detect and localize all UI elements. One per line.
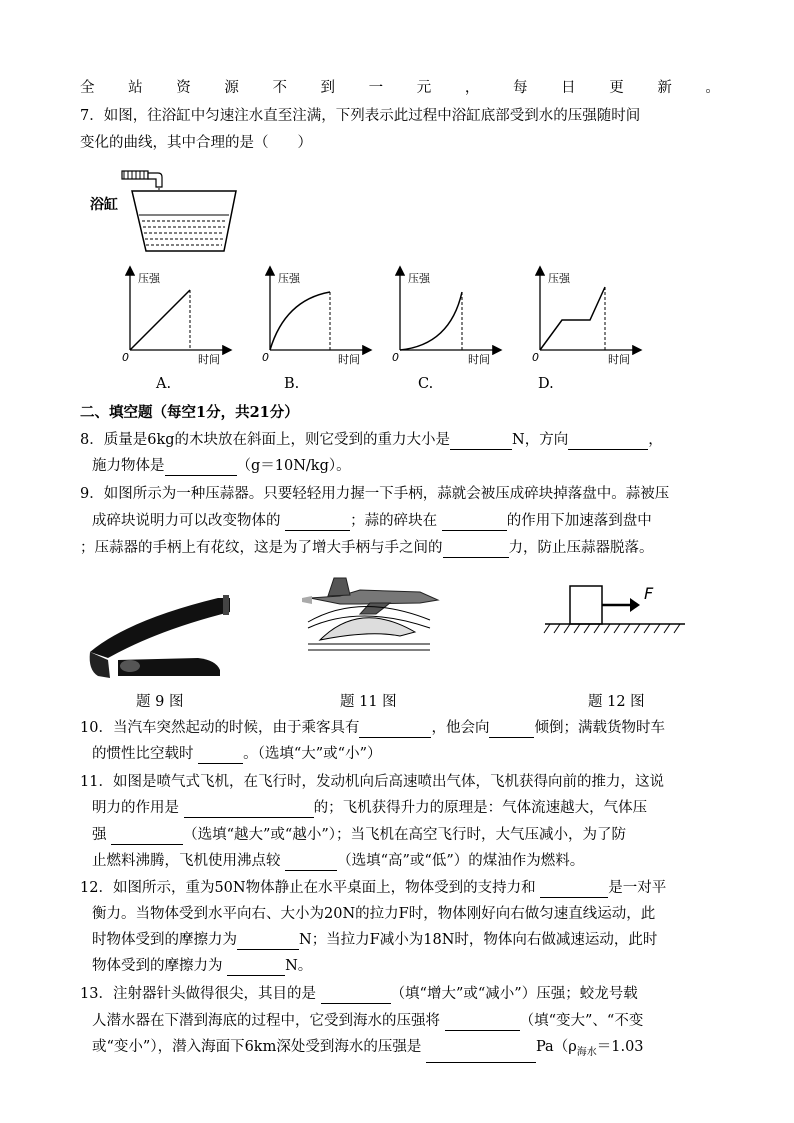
section-title: 二、填空题（每空1分，共21分） [80, 404, 299, 421]
q12-line1: 12．如图所示，重为50N物体静止在水平桌面上，物体受到的支持力和 是一对平 [80, 880, 667, 896]
svg-text:时间: 时间 [338, 353, 360, 366]
q8-line1: 8．质量是6kg的木块放在斜面上，则它受到的重力大小是 N，方向 ， [80, 432, 663, 448]
q10-line2: 的惯性比空载时 。（选填“大”或“小”） [92, 746, 382, 762]
option-b: B. [284, 376, 300, 392]
svg-text:0: 0 [392, 351, 399, 364]
header-char: 元 [416, 80, 432, 96]
q12-line2: 衡力。当物体受到水平向右、大小为20N的拉力F时，物体刚好向右做匀速直线运动，此 [92, 906, 656, 922]
header-char: 源 [224, 80, 239, 96]
svg-text:压强: 压强 [138, 272, 160, 285]
header-char: 全 [80, 80, 95, 96]
graph-a [122, 268, 230, 366]
q9-line1: 9．如图所示为一种压蒜器。只要轻轻用力握一下手柄，蒜就会被压成碎块掉落盘中。蒜被压 [80, 486, 670, 502]
block-force-figure [540, 583, 690, 638]
header-char: 每 [512, 80, 528, 96]
caption-fig11: 题 11 图 [340, 694, 397, 710]
q13-line2: 人潜水器在下潜到海底的过程中，它受到海水的压强将 （填“变大”、“不变 [92, 1013, 644, 1029]
q9-line3: ；压蒜器的手柄上有花纹，这是为了增大手柄与手之间的 力，防止压蒜器脱落。 [80, 540, 654, 556]
caption-fig9: 题 9 图 [136, 694, 184, 710]
graph-b [262, 268, 370, 366]
q8-line2: 施力物体是 （g＝10N/kg）。 [92, 458, 351, 474]
svg-text:压强: 压强 [408, 272, 430, 285]
graph-c [392, 268, 500, 366]
q13-line1: 13．注射器针头做得很尖，其目的是 （填“增大”或“减小”）压强；蛟龙号载 [80, 986, 638, 1002]
svg-text:时间: 时间 [608, 353, 630, 366]
q12-line4: 物体受到的摩擦力为 N。 [92, 958, 313, 974]
q13-line3: 或“变小”），潜入海面下6km深处受到海水的压强是 $Pa(\rho_{海水}=1.03$ [92, 1037, 644, 1063]
svg-text:时间: 时间 [468, 353, 490, 366]
garlic-press-figure [88, 590, 233, 685]
header-char: ， [464, 80, 480, 96]
pressure-graphs [110, 265, 650, 370]
caption-fig12: 题 12 图 [588, 694, 645, 710]
q7-line2: 变化的曲线，其中合理的是（ ） [80, 135, 312, 151]
header-line [80, 76, 720, 97]
svg-text:时间: 时间 [198, 353, 220, 366]
force-label: F [644, 584, 654, 603]
header-char: 。 [705, 80, 720, 96]
q11-line4: 止燃料沸腾，飞机使用沸点较 （选填“高”或“低”）的煤油作为燃料。 [92, 853, 585, 869]
header-char: 更 [609, 80, 624, 96]
svg-text:压强: 压强 [548, 272, 570, 285]
svg-text:0: 0 [262, 351, 269, 364]
jet-airfoil-figure [300, 570, 445, 655]
q9-line2: 成碎块说明力可以改变物体的 ；蒜的碎块在 的作用下加速落到盘中 [92, 513, 652, 529]
q11-line2: 明力的作用是 的；飞机获得升力的原理是：气体流速越大，气体压 [92, 800, 648, 816]
q7-line1: 7．如图，往浴缸中匀速注水直至注满，下列表示此过程中浴缸底部受到水的压强随时间 [80, 108, 641, 124]
header-char: 新 [657, 80, 672, 96]
option-d: D. [538, 376, 554, 392]
q10-line1: 10．当汽车突然起动的时候，由于乘客具有 ，他会向 倾倒；满载货物时车 [80, 720, 665, 736]
header-char: 一 [368, 80, 384, 96]
header-char: 到 [320, 80, 336, 96]
header-char: 不 [272, 80, 287, 96]
svg-text:0: 0 [122, 351, 129, 364]
q12-line3: 时物体受到的摩擦力为 N；当拉力F减小为18N时，物体向右做减速运动，此时 [92, 932, 658, 948]
option-c: C. [418, 376, 434, 392]
graph-d [532, 268, 640, 366]
svg-text:压强: 压强 [278, 272, 300, 285]
svg-text:0: 0 [532, 351, 539, 364]
tub-label: 浴缸 [90, 197, 118, 213]
header-char: 资 [176, 80, 191, 96]
q11-line1: 11．如图是喷气式飞机，在飞行时，发动机向后高速喷出气体，飞机获得向前的推力，这说 [80, 774, 664, 790]
q11-line3: 强 （选填“越大”或“越小”）；当飞机在高空飞行时，大气压减小，为了防 [92, 827, 627, 843]
option-a: A. [156, 376, 172, 392]
header-char: 日 [561, 80, 576, 96]
bathtub-figure [90, 165, 250, 260]
header-char: 站 [128, 80, 143, 96]
